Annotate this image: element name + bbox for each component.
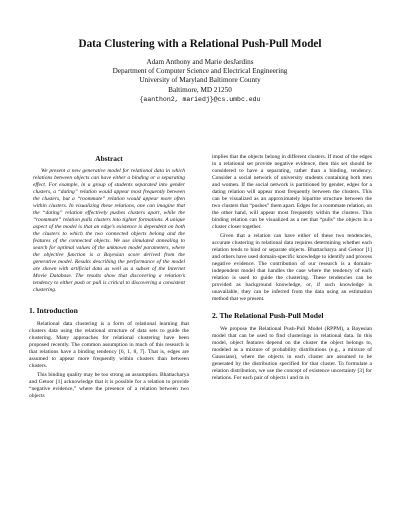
- author-block: [0, 58, 400, 104]
- affiliation-address: Baltimore, MD 21250: [168, 85, 232, 94]
- affiliation-university: University of Maryland Baltimore County: [139, 76, 261, 85]
- introduction-paragraph-2: This binding quality may be too strong an assumption. Bhattacharya and Getoor [1] acknowledge that it is possible for a relation to provide “negative evidence,” where the presence of a relation between two objects: [29, 372, 189, 400]
- introduction-paragraph-3: Given that a relation can have either of these two tendencies, accurate clustering in relational data requires determining whether each relation tends to bind or separate objects. Bhattacharya and Getoor [1] and others have used domain-specific knowledge to identify and process negative evidence. The contribution of our research is a domain-independent model that handles the case where the tendency of each relation is used to guide the clustering. These tendencies can be provided as background knowledge, or, if such knowledge is unavailable, they can be inferred from the data using an estimation method that we present.: [212, 233, 372, 303]
- author-names: Adam Anthony and Marie desJardins: [146, 58, 254, 66]
- abstract-text: We present a new generative model for relational data in which relations between objects can have either a binding or a separating effect. For example, in a group of students separated into gender clusters, a “dating” relation would appear most frequently between the clusters, but a “roommate” relation would appear more often within clusters. In visualizing these relations, one can imagine that the “dating” relation effectively pushes clusters apart, while the “roommate” relation pulls clusters into tighter formations. A unique aspect of the model is that an edge’s existence is dependent on both the clusters to which the two connected objects belong and the features of the connected objects. We use simulated annealing to search for optimal values of the unknown model parameters, where the objective function is a Bayesian score derived from the generative model. Results describing the performance of the model are shown with artificial data as well as a subset of the Internet Movie Database. The results show that discovering a relation’s tendency to either push or pull is critical to discovering a consistent clustering.: [33, 168, 185, 293]
- model-section-heading: 2. The Relational Push-Pull Model: [212, 311, 324, 321]
- paper-title: Data Clustering with a Relational Push-Pull Model: [78, 38, 322, 50]
- abstract-body: [33, 168, 185, 294]
- right-column: [212, 154, 372, 384]
- introduction-heading: 1. Introduction: [29, 306, 78, 315]
- affiliation-department: Department of Computer Science and Electrical Engineering: [112, 67, 288, 76]
- introduction-continued-paragraph: implies that the objects belong in different clusters. If most of the edges in a relational set provide negative evidence, then this set should be considered to have a separating, rather than a binding, tendency. Consider a social network of university students containing both men and women. If the social network is partitioned by gender, edges for a dating relation will appear most frequently between the clusters. This can be visualized as an approximately bipartite structure between the two clusters that “pushes” them apart. Edges for a roommate relation, on the other hand, will appear most frequently within the clusters. This binding relation can be visualized as a net that “pulls” the objects in a cluster closer together.: [212, 154, 372, 230]
- author-email: {aanthon2, mariedj}@cs.umbc.edu: [139, 95, 261, 103]
- left-column: [29, 154, 189, 402]
- abstract-heading: Abstract: [95, 154, 123, 163]
- introduction-paragraph-1: Relational data clustering is a form of relational learning that clusters data using the relational structure of data sets to guide the clustering. Many approaches for relational clustering have been proposed recently. The common assumption in much of this research is that relations have a binding tendency [6, 1, 8, 7]. That is, edges are assumed to appear more frequently within clusters than between clusters.: [29, 321, 189, 369]
- model-paragraph-1: We propose the Relational Push-Pull Model (RPPM), a Bayesian model that can be used to find clusterings in relational data. In this model, object features depend on the cluster the object belongs to, modeled as a mixture of probability distributions (e.g., a mixture of Gaussians), where the objects in each cluster are assumed to be generated by the distribution specified for that cluster. To formulate a relation distribution, we use the concept of existence uncertainty [3] for relations. For each pair of objects i and m in: [212, 326, 372, 382]
